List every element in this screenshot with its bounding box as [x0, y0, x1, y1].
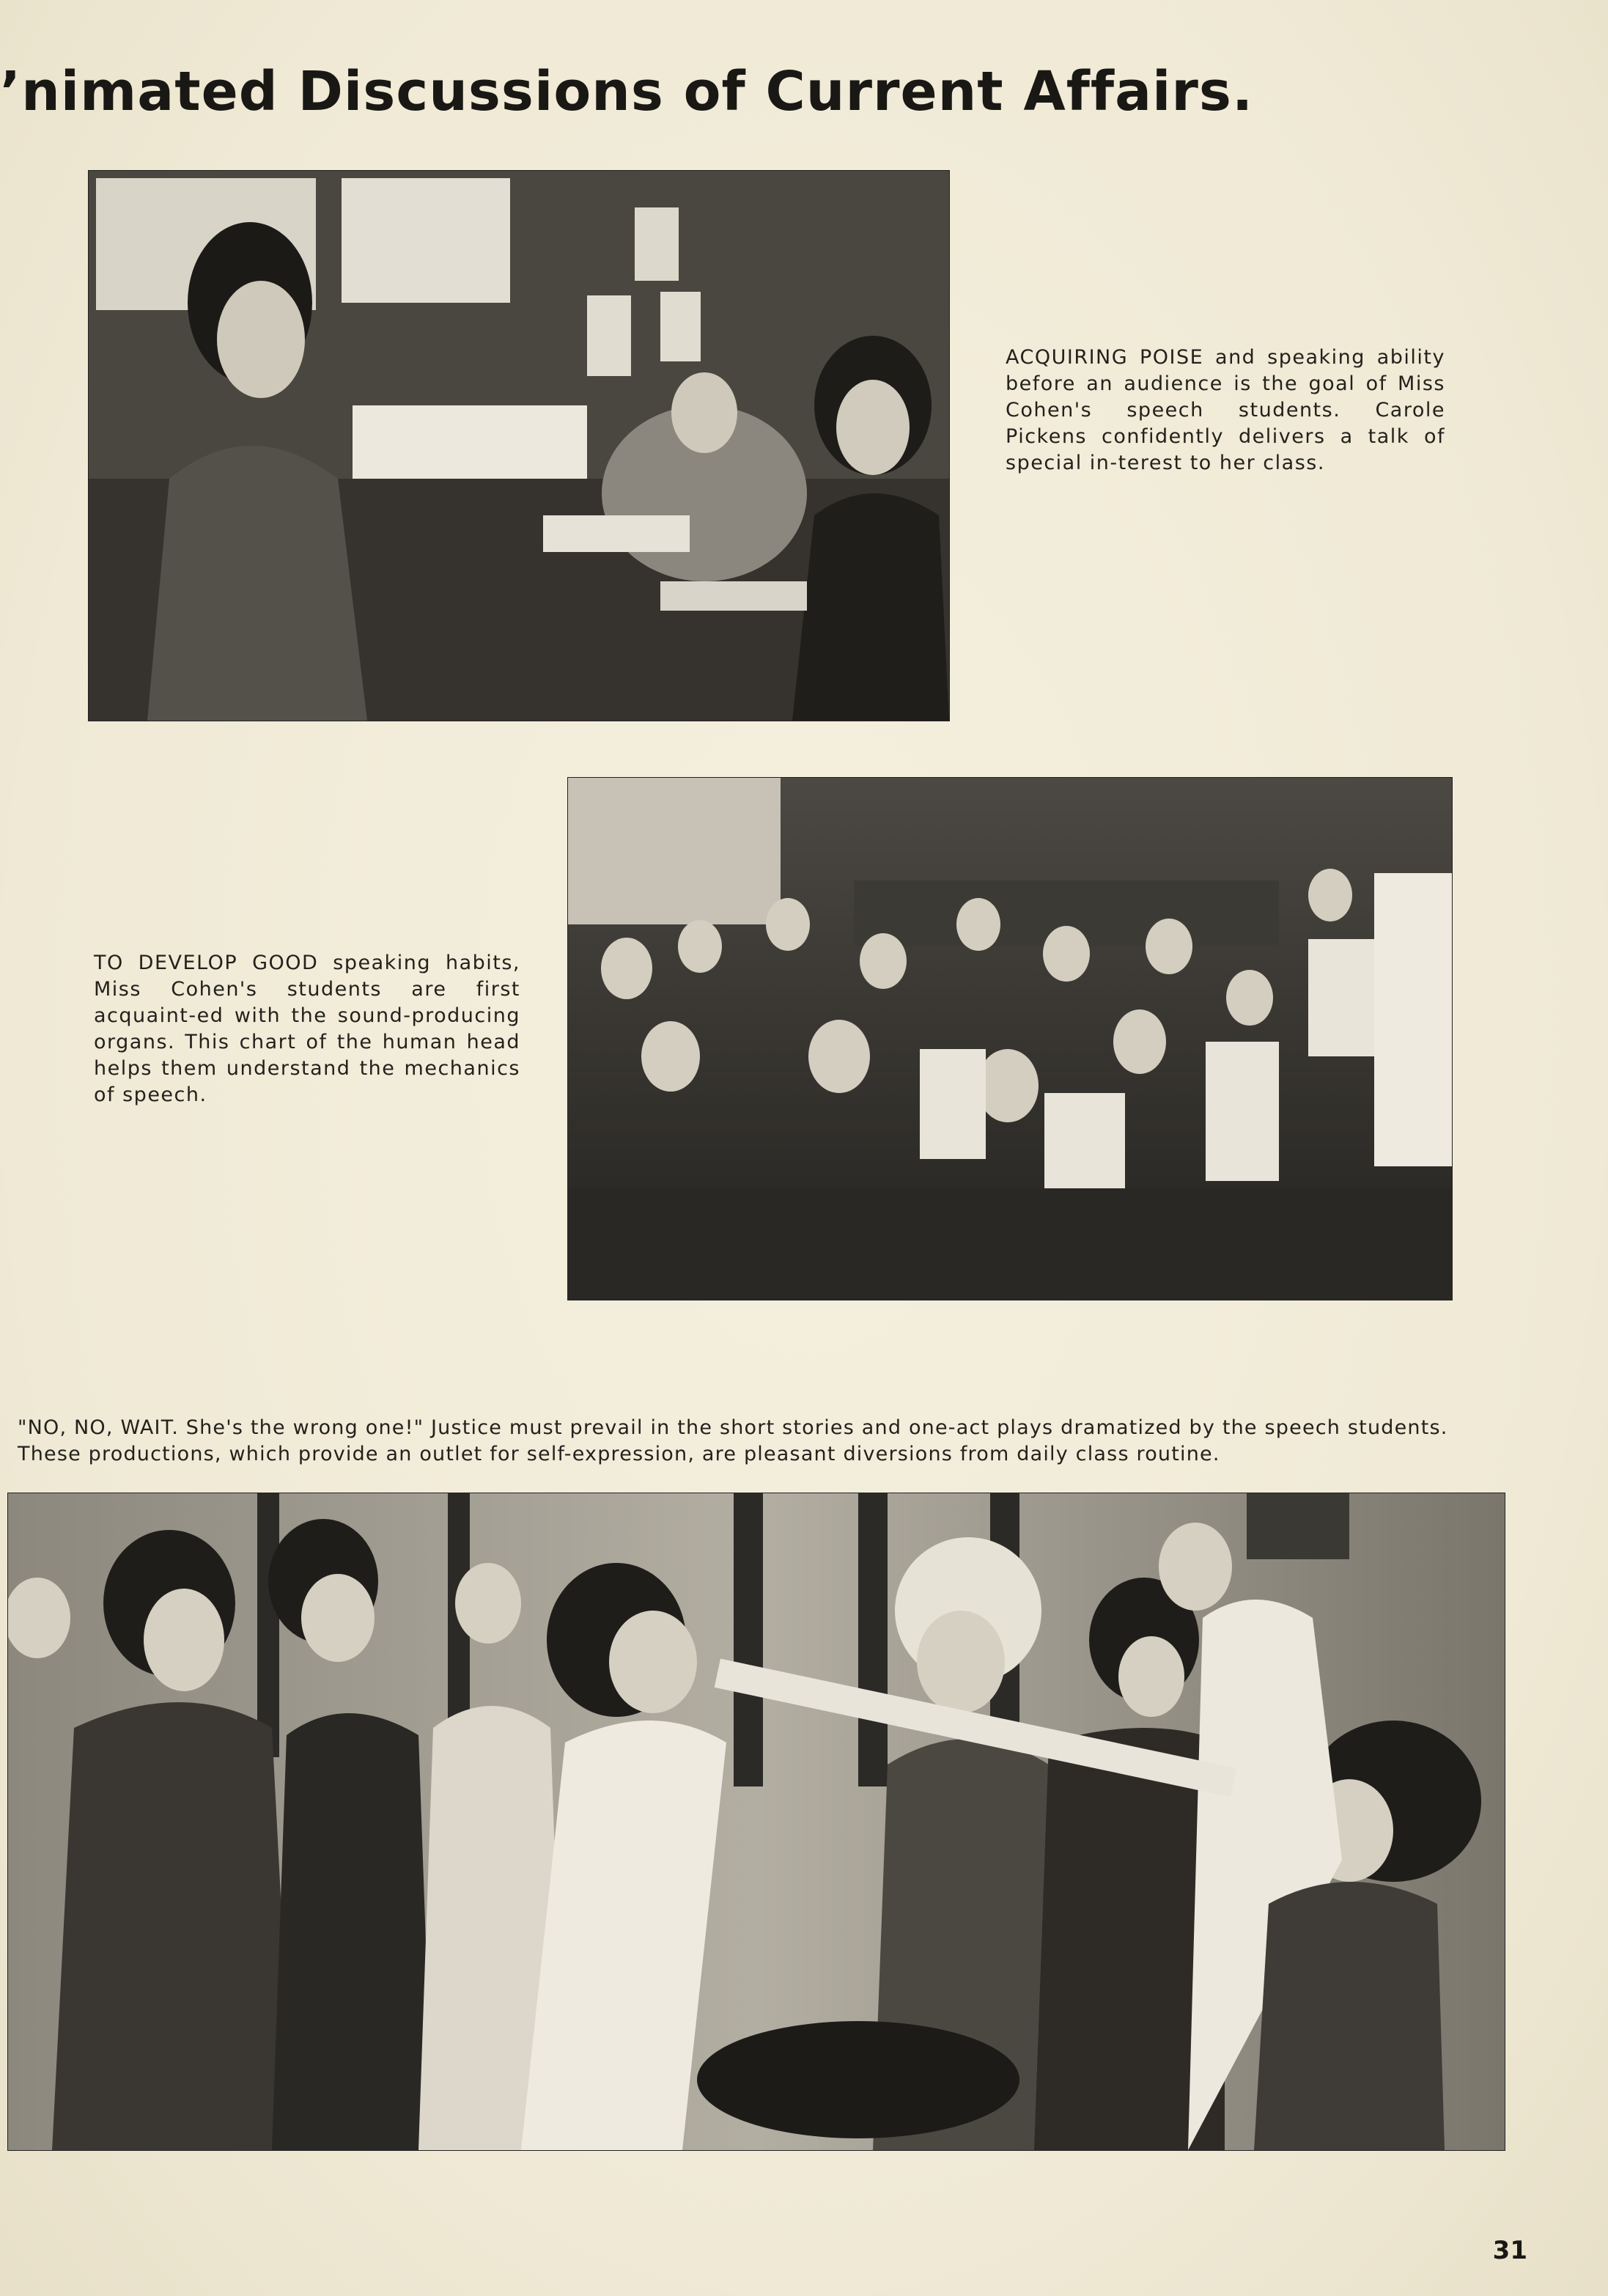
caption-top: ACQUIRING POISE and speaking ability before an audience is the goal of Miss Cohen's speech students. Carole Pickens confidently delivers a talk of special in-terest to her class. [1006, 346, 1445, 474]
page-title: ’nimated Discussions of Current Affairs. [0, 60, 1254, 123]
caption-middle: TO DEVELOP GOOD speaking habits, Miss Cohen's students are first acquaint-ed with the sound-producing organs. This chart of the human head helps them understand the mechanics of speech. [94, 952, 520, 1106]
classroom-chart-photo [567, 777, 1453, 1300]
caption-bottom-line-2: These productions, which provide an outlet for self-expression, are pleasant diversions from daily class routine. [18, 1443, 1220, 1465]
caption-bottom-line-1: "NO, NO, WAIT. She's the wrong one!" Justice must prevail in the short stories and one-act plays dramatized by the speech students. [18, 1416, 1448, 1439]
page-number: 31 [1492, 2236, 1527, 2265]
classroom-teacher-photo [88, 170, 950, 721]
student-play-photo [7, 1493, 1505, 2151]
